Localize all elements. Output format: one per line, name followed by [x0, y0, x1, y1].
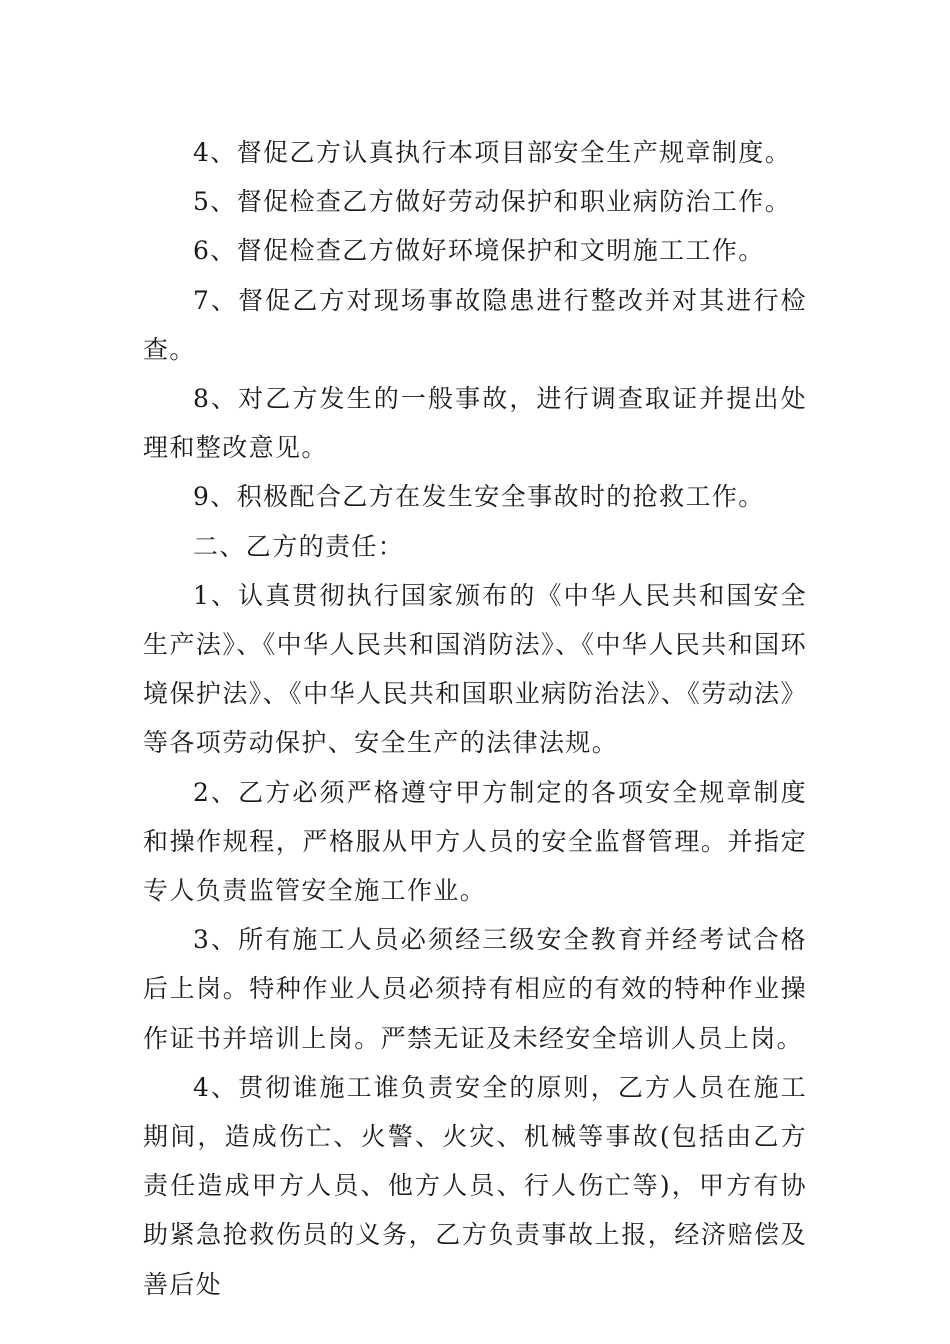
paragraph-party-b-4: 4、贯彻谁施工谁负责安全的原则，乙方人员在施工期间，造成伤亡、火警、火灾、机械等事故(包括由乙方责任造成甲方人员、他方人员、行人伤亡等)，甲方有协助紧急抢救伤员的义务，乙方负责事故上报，经济赔偿及善后处	[143, 1072, 807, 1299]
paragraph-duty-4: 4、督促乙方认真执行本项目部安全生产规章制度。	[193, 138, 792, 167]
paragraph-party-b-2: 2、乙方必须严格遵守甲方制定的各项安全规章制度和操作规程，严格服从甲方人员的安全监督管理。并指定专人负责监管安全施工作业。	[143, 777, 807, 906]
paragraph-duty-8: 8、对乙方发生的一般事故，进行调查取证并提出处理和整改意见。	[143, 384, 807, 463]
paragraph-duty-6: 6、督促检查乙方做好环境保护和文明施工工作。	[193, 236, 765, 266]
paragraph-party-b-1: 1、认真贯彻执行国家颁布的《中华人民共和国安全生产法》、《中华人民共和国消防法》、《中华人民共和国环境保护法》、《中华人民共和国职业病防治法》、《劳动法》等各项劳动保护、安全生产的法律法规。	[143, 580, 807, 758]
paragraph-duty-9: 9、积极配合乙方在发生安全事故时的抢救工作。	[193, 482, 765, 512]
document-body	[143, 128, 807, 1309]
paragraph-duty-7: 7、督促乙方对现场事故隐患进行整改并对其进行检查。	[143, 285, 807, 364]
paragraph-duty-5: 5、督促检查乙方做好劳动保护和职业病防治工作。	[193, 187, 792, 217]
section-heading-party-b: 二、乙方的责任：	[193, 531, 405, 561]
paragraph-party-b-3: 3、所有施工人员必须经三级安全教育并经考试合格后上岗。特种作业人员必须持有相应的有效的特种作业操作证书并培训上岗。严禁无证及未经安全培训人员上岗。	[143, 925, 807, 1053]
